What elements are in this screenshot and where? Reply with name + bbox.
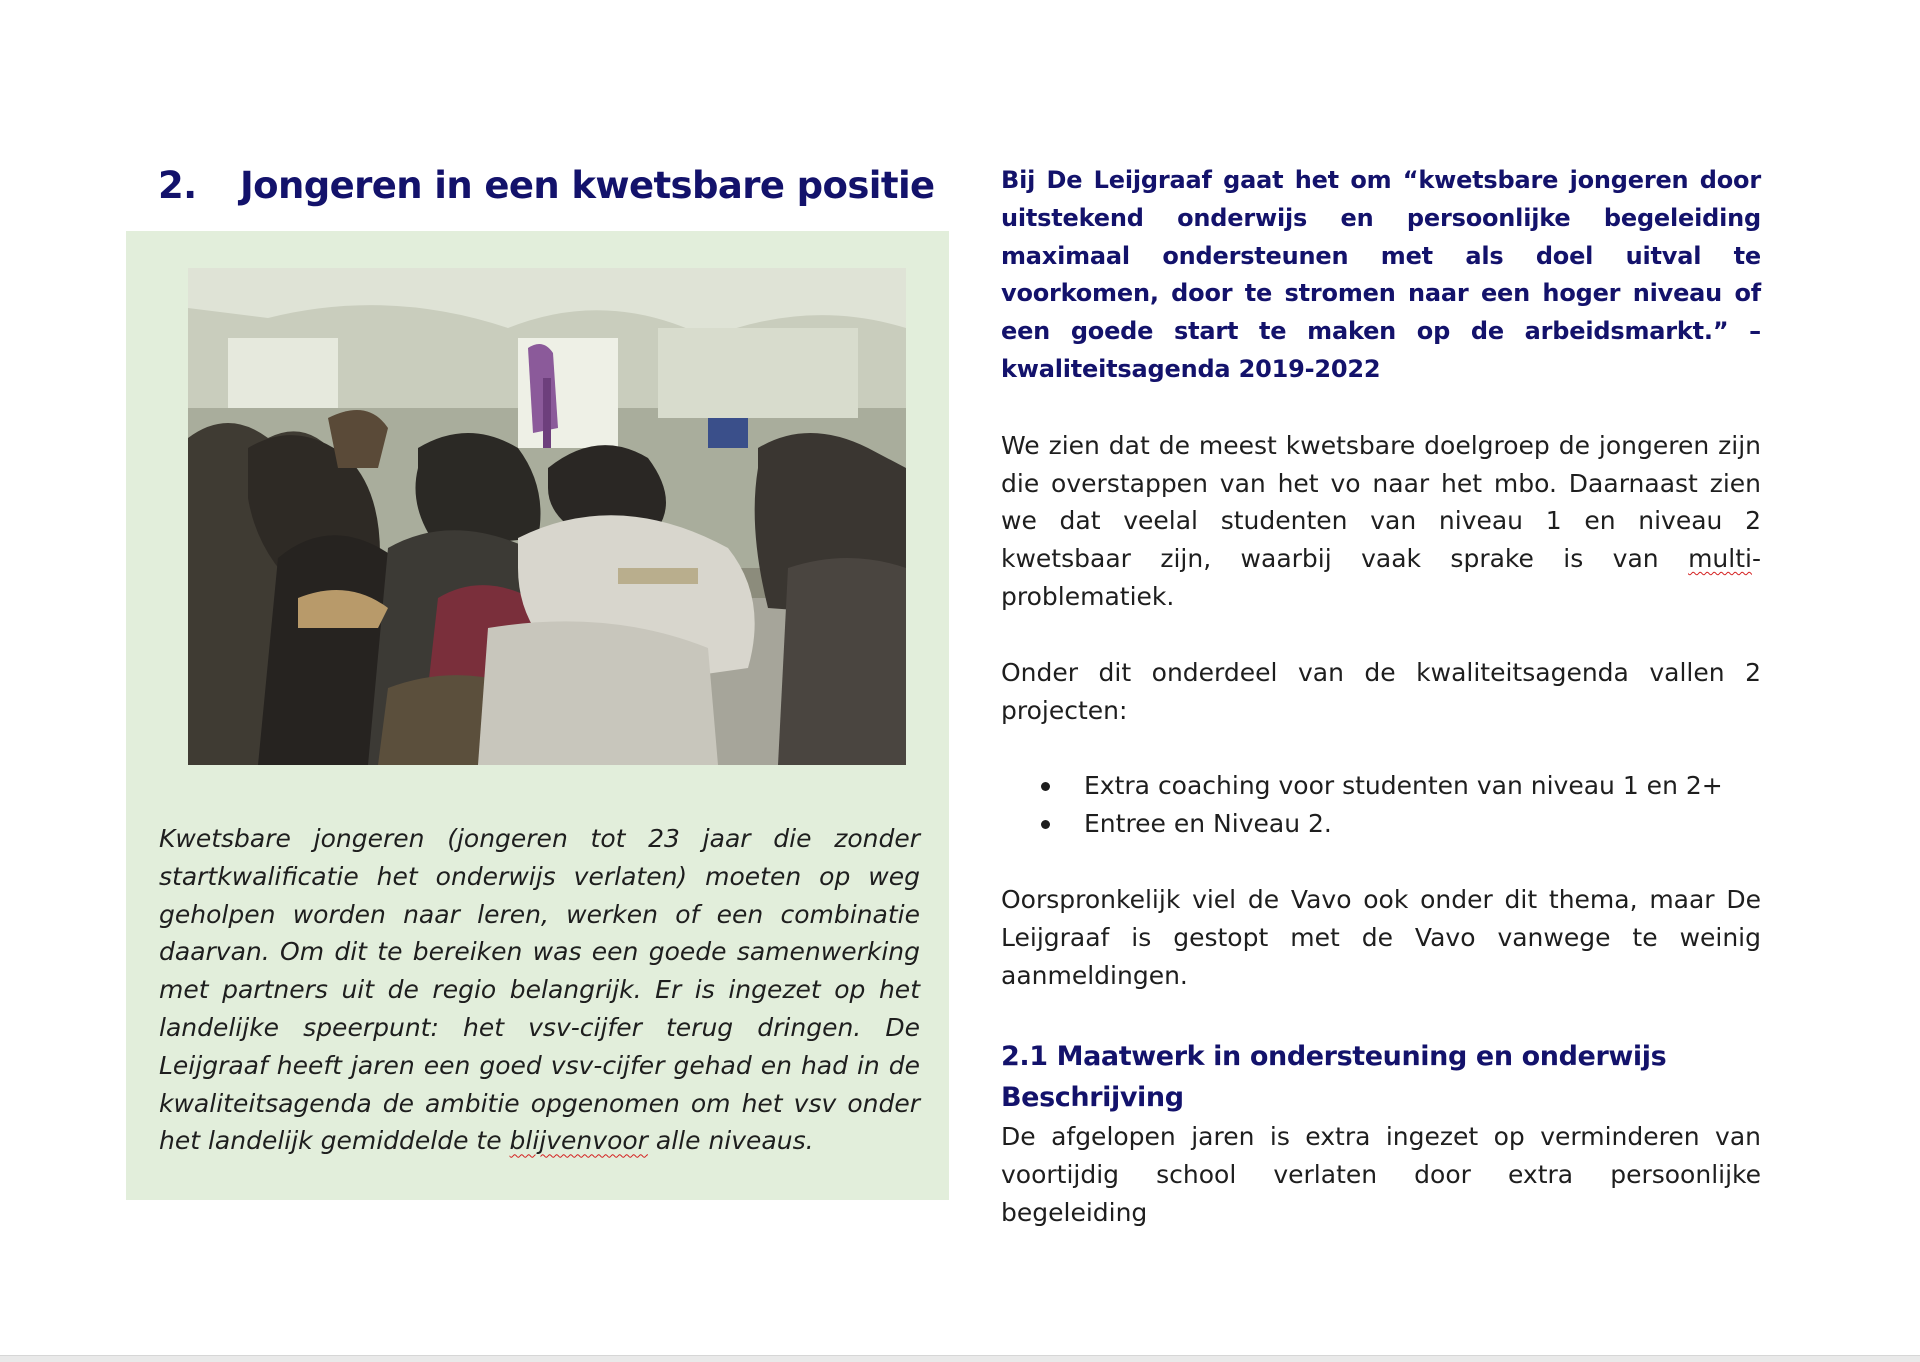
section-heading bbox=[158, 164, 938, 207]
spacer bbox=[1001, 994, 1761, 1036]
intro-text-part1: Kwetsbare jongeren (jongeren tot 23 jaar die zonder startkwalificatie het onderwijs verlaten) moeten op weg geholpen worden naar leren, werken of een combinatie daarvan. Om dit te bereiken was een goede samenwerking met partners uit de regio belangrijk. Er is ingezet op het landelijke speerpunt: het vsv-cijfer terug dringen. De Leijgraaf heeft jaren een goed vsv-cijfer gehad en had in de kwaliteitsagenda de ambitie opgenomen om het vsv onder het landelijk gemiddelde te bbox=[159, 824, 920, 1156]
spacer bbox=[1001, 729, 1761, 767]
spacer bbox=[1001, 616, 1761, 654]
classroom-photo bbox=[188, 268, 906, 765]
intro-italic-paragraph bbox=[159, 820, 920, 1160]
intro-text-part2: alle niveaus. bbox=[647, 1126, 814, 1156]
bullet-icon bbox=[1041, 782, 1050, 791]
spacer bbox=[1001, 389, 1761, 427]
paragraph-text: We zien dat de meest kwetsbare doelgroep de jongeren zijn die overstappen van het vo naar het mbo. Daarnaast zien we dat veelal studenten van niveau 1 en niveau 2 kwetsbaar zijn, waarbij vaak sprake is van bbox=[1001, 430, 1761, 574]
list-item bbox=[1001, 767, 1761, 805]
section-title: Jongeren in een kwetsbare positie bbox=[240, 164, 935, 207]
paragraph-description: De afgelopen jaren is extra ingezet op verminderen van voortijdig school verlaten door extra persoonlijke begeleiding bbox=[1001, 1122, 1761, 1227]
section-number: 2. bbox=[158, 164, 197, 207]
spellcheck-marked-word: blijvenvoor bbox=[509, 1126, 648, 1156]
paragraph-target-group bbox=[1001, 427, 1761, 616]
list-item bbox=[1001, 805, 1761, 843]
subheading-beschrijving: Beschrijving bbox=[1001, 1082, 1184, 1114]
list-item-text: Entree en Niveau 2. bbox=[1084, 809, 1332, 839]
subheading: 2.1 Maatwerk in ondersteuning en onderwijs bbox=[1001, 1041, 1667, 1073]
spellcheck-marked-word: multi bbox=[1688, 544, 1752, 574]
quote-paragraph: Bij De Leijgraaf gaat het om “kwetsbare jongeren door uitstekend onderwijs en persoonlijke begeleiding maximaal ondersteunen met als doel uitval te voorkomen, door te stromen naar een hoger niveau of een goede start te maken op de arbeidsmarkt.” – kwaliteitsagenda 2019-2022 bbox=[1001, 166, 1761, 383]
list-item-text: Extra coaching voor studenten van niveau 1 en 2+ bbox=[1084, 771, 1723, 801]
paragraph-vavo: Oorspronkelijk viel de Vavo ook onder dit thema, maar De Leijgraaf is gestopt met de Vavo vanwege te weinig aanmeldingen. bbox=[1001, 884, 1761, 990]
project-bullet-list bbox=[1001, 767, 1761, 843]
right-column bbox=[1001, 162, 1761, 1232]
spacer bbox=[1001, 843, 1761, 881]
paragraph-projects-intro: Onder dit onderdeel van de kwaliteitsagenda vallen 2 projecten: bbox=[1001, 657, 1761, 725]
bullet-icon bbox=[1041, 820, 1050, 829]
paragraph-text: -problematiek. bbox=[1001, 544, 1761, 611]
